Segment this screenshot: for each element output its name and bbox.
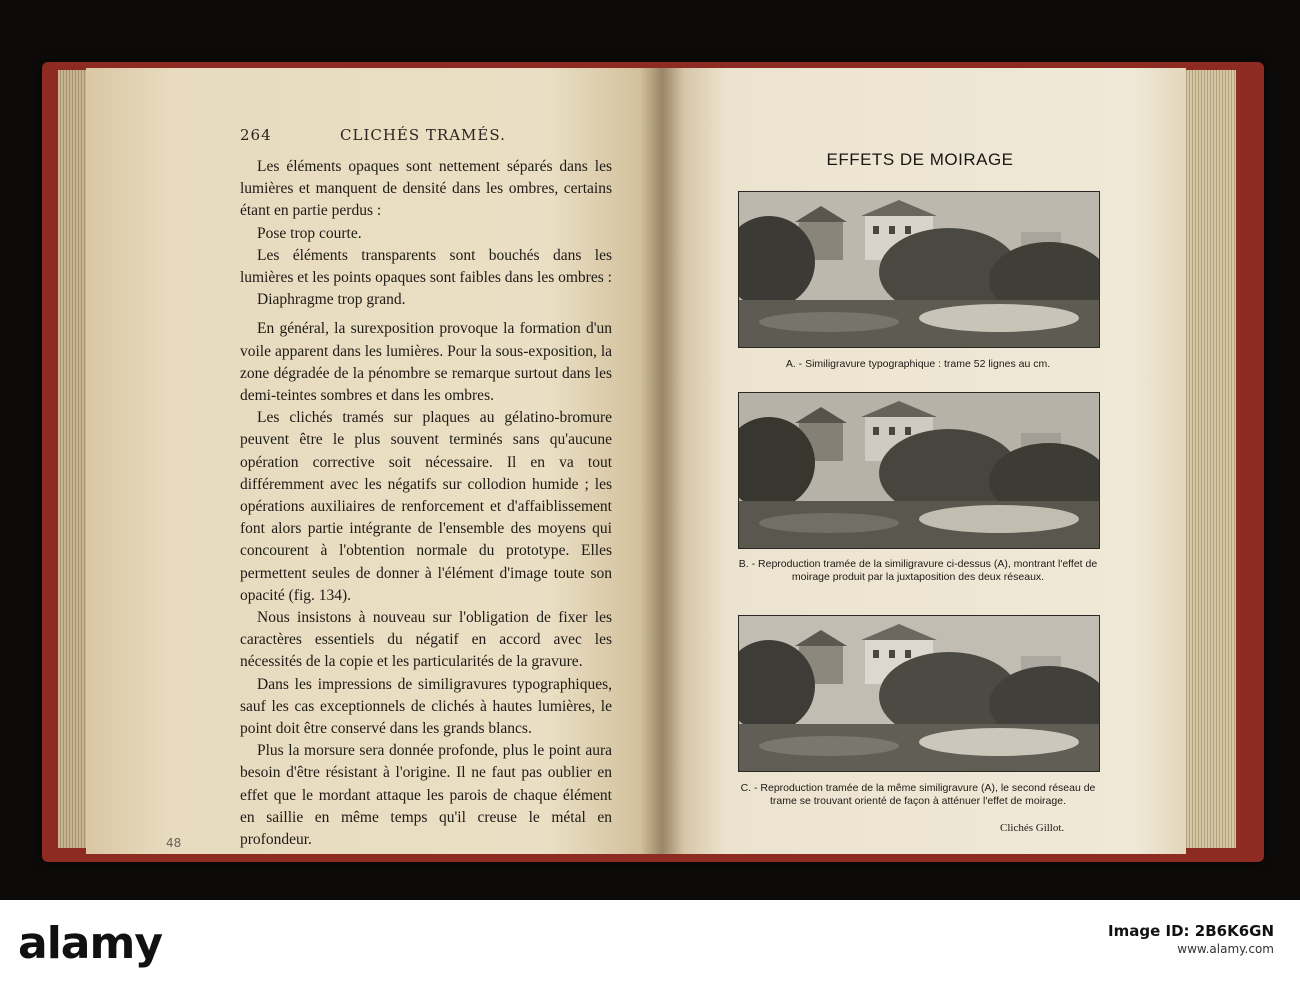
- paragraph: Les éléments opaques sont nettement séparés dans les lumières et manquent de densité dans les ombres, certains étant en partie perdus :: [240, 158, 612, 220]
- paragraph: Dans les impressions de similigravures typographiques, sauf les cas exceptionnels de clichés à hautes lumières, le point doit être conservé dans les grands blancs.: [240, 675, 612, 738]
- site-url: www.alamy.com: [1177, 942, 1274, 956]
- running-title: CLICHÉS TRAMÉS.: [340, 126, 506, 144]
- photo-credit: Clichés Gillot.: [1000, 822, 1065, 834]
- paragraph: Plus la morsure sera donnée profonde, plus le point aura besoin d'être résistant à l'origine. Il ne faut pas oublier en effet que le mordant attaque les parois de chaque élément en saillie en même temps qu'il creuse le métal en profondeur.: [240, 742, 612, 849]
- right-page-edges: [1184, 70, 1236, 848]
- figure-b-photo: [738, 392, 1100, 549]
- page-number: 264: [240, 126, 272, 144]
- figure-c-photo: [738, 615, 1100, 772]
- figure-a-caption: A. - Similigravure typographique : trame 52 lignes au cm.: [785, 358, 1051, 370]
- paragraph: Pose trop courte.: [257, 224, 362, 242]
- paragraph: En général, la surexposition provoque la formation d'un voile apparent dans les lumières. Pour la sous-exposition, la zone dégradée de la pénombre se remarque surtout dans les demi-teintes sombres et dans les ombres.: [240, 320, 612, 405]
- alamy-logo: alamy: [18, 918, 162, 969]
- figure-a-photo: [738, 191, 1100, 348]
- book-gutter: [640, 68, 684, 854]
- footer-strip: [0, 900, 1300, 987]
- left-page-edges: [58, 70, 88, 848]
- paragraph: Nous insistons à nouveau sur l'obligation de fixer les caractères essentiels du négatif en accord avec les nécessités de la copie et les particularités de la gravure.: [240, 609, 612, 671]
- figure-c-caption: C. - Reproduction tramée de la même similigravure (A), le second réseau de trame se trouvant orienté de façon à atténuer l'effet de moirage.: [740, 782, 1096, 807]
- paragraph: Les éléments transparents sont bouchés dans les lumières et les points opaques sont faibles dans les ombres :: [240, 246, 612, 287]
- left-page-body: [240, 156, 612, 851]
- pencil-mark: 48: [166, 836, 182, 850]
- plate-title: EFFETS DE MOIRAGE: [826, 150, 1014, 169]
- paragraph: Les clichés tramés sur plaques au gélatino-bromure peuvent être le plus souvent terminés sans qu'aucune opération corrective soit nécessaire. Il en va tout différemment avec les négatifs sur collodion humide ; les opérations auxiliaires de renforcement et d'affaiblissement font alors partie intégrante de l'ensemble des moyens qui concourent à l'obtention normale du prototype. Elles permettent seules de donner à l'élément d'image toute son opacité (fig. 134).: [240, 409, 612, 604]
- paragraph: Diaphragme trop grand.: [257, 291, 406, 309]
- footer-meta: [1108, 922, 1274, 958]
- landscape-image: [739, 393, 1099, 548]
- landscape-image: [739, 616, 1099, 771]
- landscape-image: [739, 192, 1099, 347]
- figure-b-caption: B. - Reproduction tramée de la similigravure ci-dessus (A), montrant l'effet de moirage produit par la juxtaposition des deux réseaux.: [738, 558, 1098, 583]
- image-id: Image ID: 2B6K6GN: [1108, 922, 1274, 940]
